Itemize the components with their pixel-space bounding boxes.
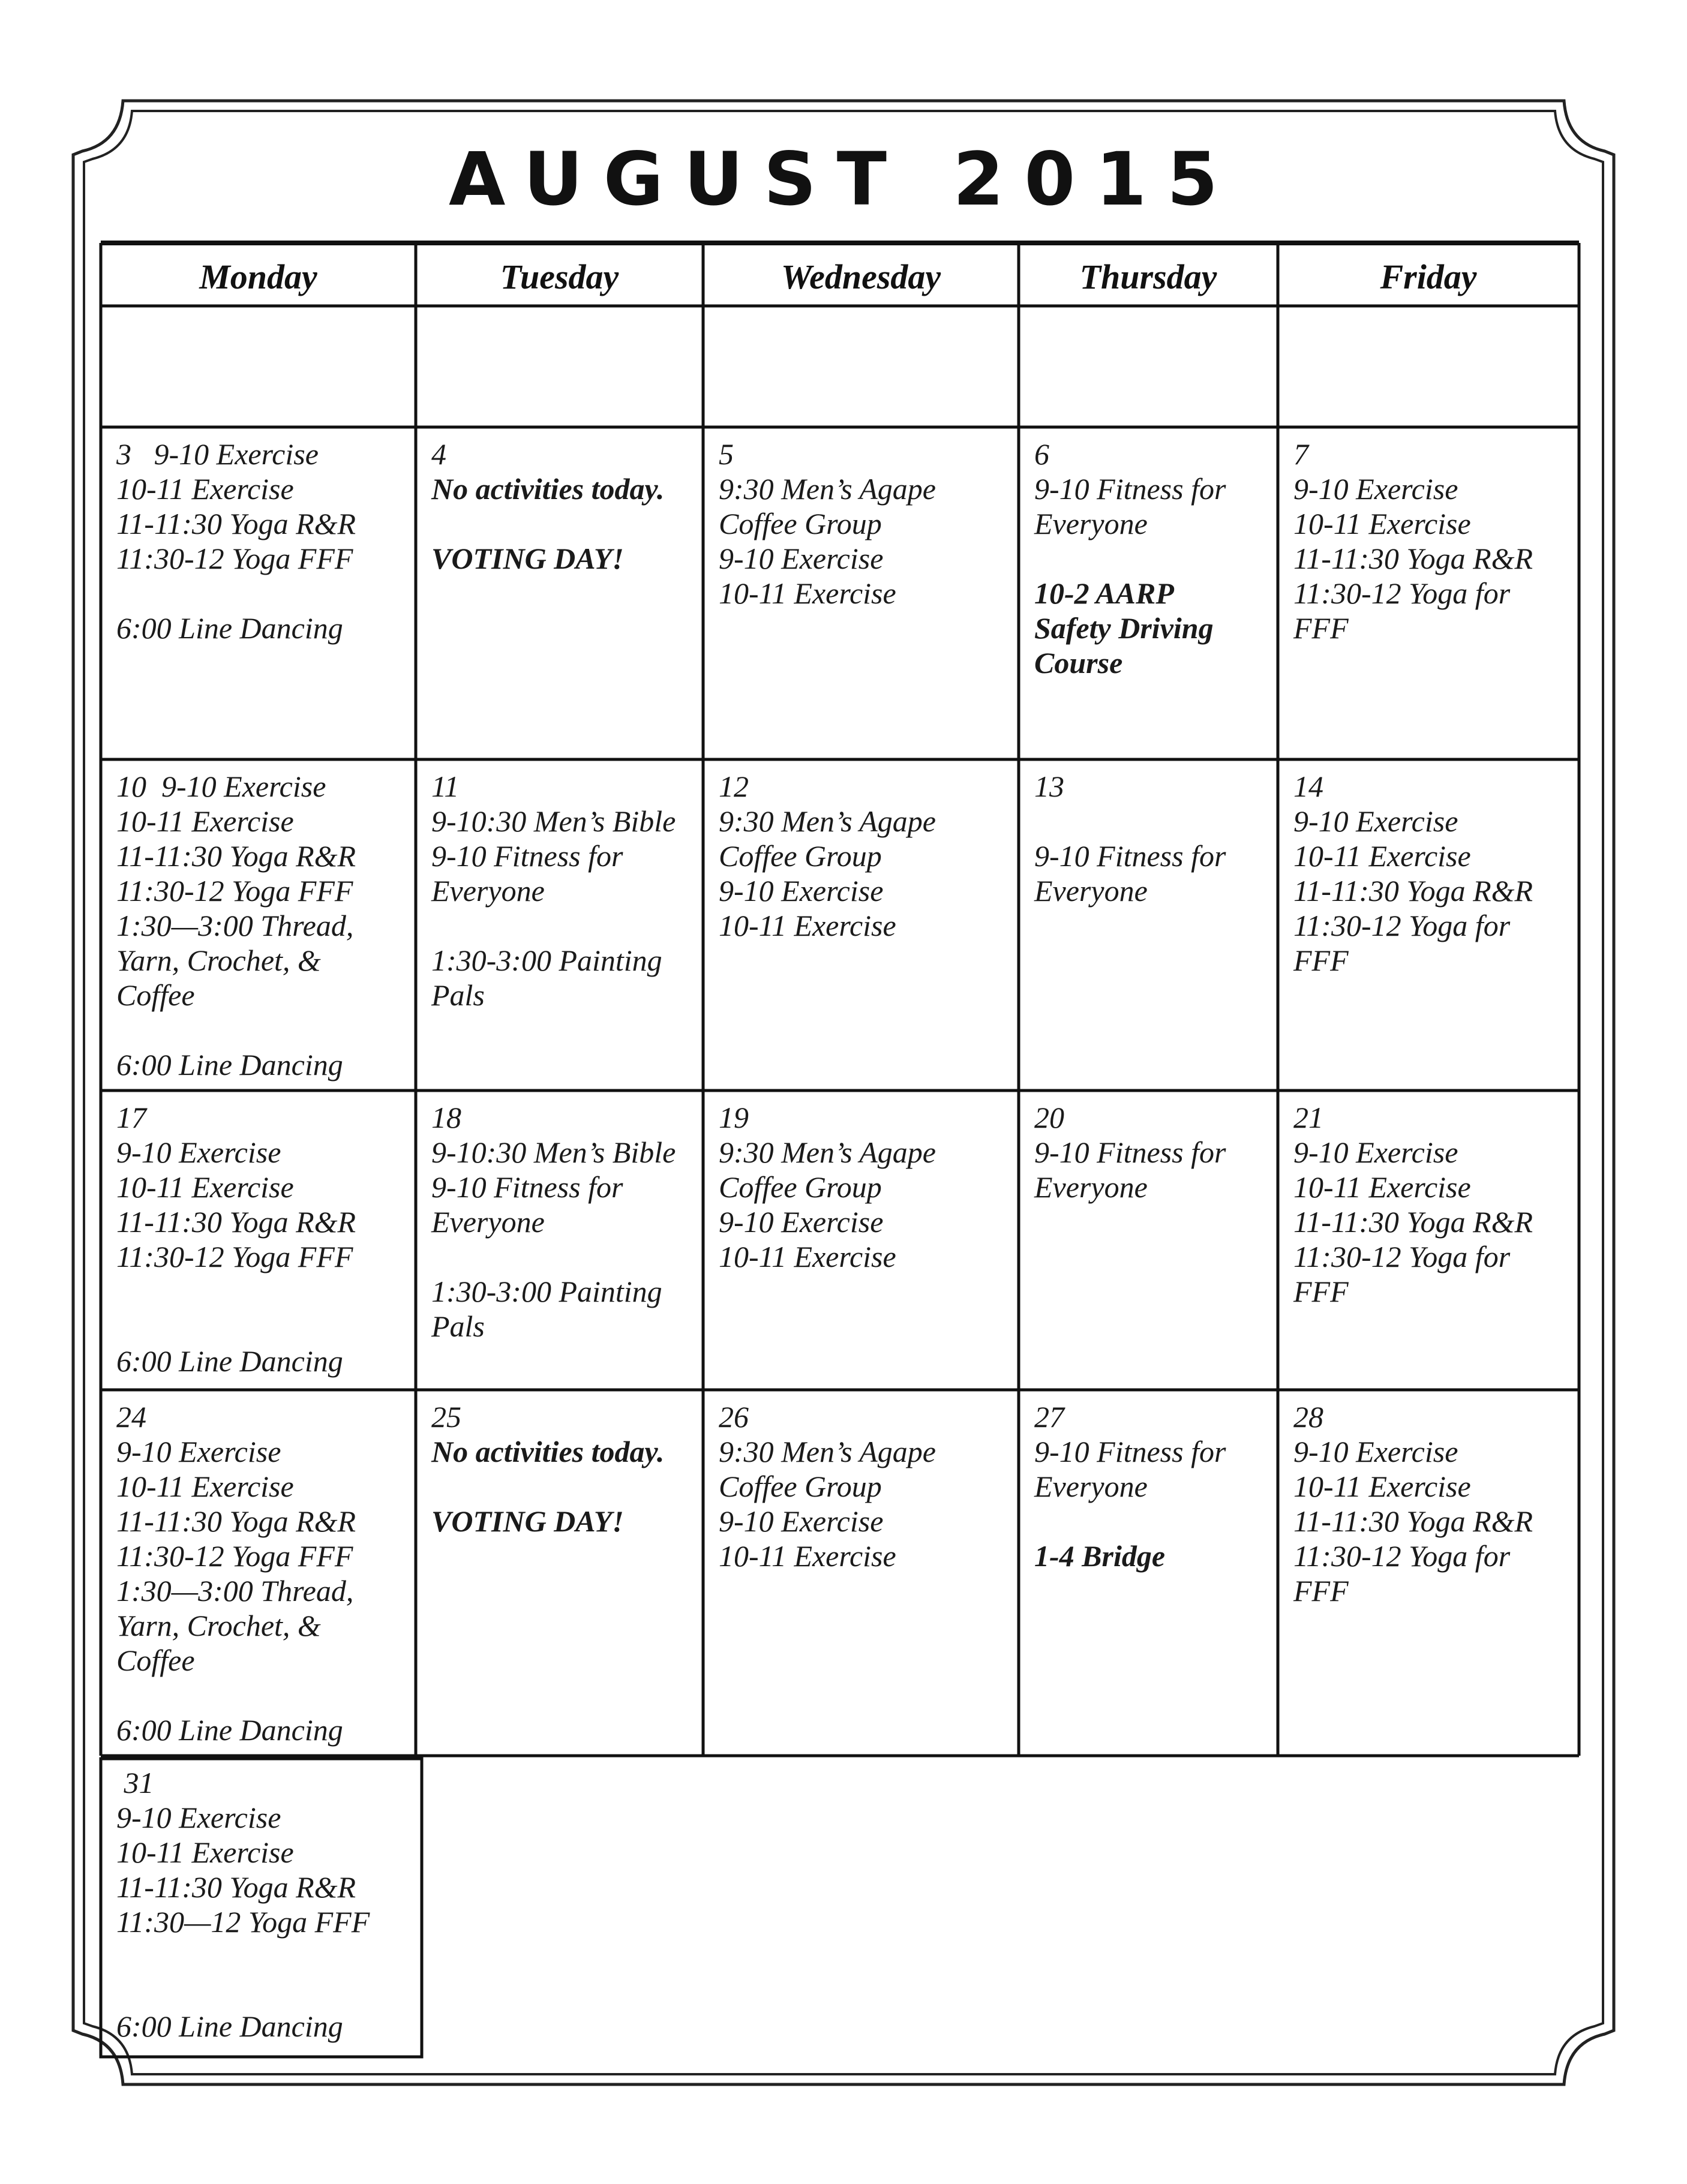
day-cell [416,306,703,427]
day-cell [101,1756,422,2057]
day-cell [416,759,703,1091]
event-line: 11-11:30 Yoga R&R [116,507,356,540]
event-line: Safety Driving [1034,611,1214,645]
event-line: 9-10 Exercise [1293,472,1458,506]
event-line: 1:30-3:00 Painting [431,1275,662,1308]
day-cell [703,1390,1019,1756]
day-cell [703,306,1019,427]
event-line: 9-10 Exercise [719,874,884,908]
event-line [431,1469,703,1504]
event-line [431,1239,703,1274]
event-line: 10-2 AARP [1034,576,1174,610]
day-cell [1278,1091,1579,1390]
event-line: 11-11:30 Yoga R&R [1293,542,1533,575]
day-cell [101,1091,416,1390]
event-line: 11:30-12 Yoga FFF [116,1240,353,1273]
event-line: 10-11 Exercise [116,472,294,506]
event-line: Pals [431,1309,485,1343]
event-line [116,1274,416,1309]
event-line [116,1013,416,1047]
event-line: FFF [1293,944,1349,977]
event-line [1034,1504,1278,1539]
event-line: FFF [1293,1574,1349,1608]
event-line: 11-11:30 Yoga R&R [1293,874,1533,908]
event-line: FFF [1293,1275,1349,1308]
event-line: 18 [431,1101,461,1134]
event-line: 14 [1293,770,1323,803]
event-line: 9-10:30 Men’s Bible [431,1135,676,1169]
day-cell [1019,1091,1278,1390]
event-line: 9-10 Exercise [116,1801,281,1834]
event-line: 28 [1293,1400,1323,1434]
event-line: 11:30-12 Yoga for [1293,1240,1511,1273]
event-line: 11-11:30 Yoga R&R [116,839,356,873]
event-line: 9:30 Men’s Agape [719,1135,936,1169]
day-cell [101,1390,416,1756]
event-line: 26 [719,1400,749,1434]
event-line: Coffee [116,1644,195,1677]
event-line: 21 [1293,1101,1323,1134]
day-cell [101,759,416,1091]
event-line: 9-10 Exercise [116,1435,281,1468]
weekday-header-monday: Monday [199,257,317,296]
event-line: Everyone [1034,507,1148,540]
event-line: 10-11 Exercise [116,1470,294,1503]
event-line: Coffee Group [719,839,882,873]
event-line: 24 [116,1400,146,1434]
event-line: 10-11 Exercise [116,804,294,838]
event-line: 11:30—12 Yoga FFF [116,1905,370,1939]
event-line: 10-11 Exercise [719,909,896,942]
event-line: 17 [116,1101,146,1134]
event-line: 9-10 Exercise [116,1135,281,1169]
event-line: 9-10 Exercise [1293,1135,1458,1169]
event-line: 10-11 Exercise [1293,1170,1471,1204]
event-line: 27 [1034,1400,1064,1434]
event-line: 10 9-10 Exercise [116,770,326,803]
event-line: 31 [116,1766,154,1800]
day-cell [703,759,1019,1091]
event-line: 9-10 Exercise [719,1504,884,1538]
weekday-header-tuesday: Tuesday [500,257,619,296]
event-line: 9-10 Fitness for [431,1170,623,1204]
day-cell [703,427,1019,759]
event-line [116,576,416,611]
event-line: 9-10 Exercise [719,1205,884,1239]
day-cell [1019,427,1278,759]
day-cell [1278,759,1579,1091]
day-cell [416,427,703,759]
event-line: 11-11:30 Yoga R&R [116,1870,356,1904]
event-line: 9-10 Exercise [1293,1435,1458,1468]
event-line: Pals [431,978,485,1012]
event-line: 10-11 Exercise [1293,507,1471,540]
event-line: 19 [719,1101,749,1134]
event-line: 10-11 Exercise [1293,839,1471,873]
event-line [116,1678,416,1713]
event-line: Everyone [1034,1170,1148,1204]
event-line: 3 9-10 Exercise [116,437,319,471]
day-cell [1278,427,1579,759]
event-line: 9-10 Fitness for [1034,1435,1226,1468]
event-line: Course [1034,646,1123,680]
event-line: 25 [431,1400,461,1434]
event-line: 10-11 Exercise [719,576,896,610]
event-line: 11:30-12 Yoga FFF [116,874,353,908]
event-line: 1:30—3:00 Thread, [116,1574,354,1608]
day-cell [1278,306,1579,427]
event-line: Coffee Group [719,507,882,540]
event-line [1034,541,1278,576]
event-line: 10-11 Exercise [1293,1470,1471,1503]
event-line: 13 [1034,770,1064,803]
event-line: Coffee Group [719,1470,882,1503]
weekday-header-wednesday: Wednesday [781,257,941,296]
event-line: VOTING DAY! [431,542,624,575]
event-line: 5 [719,437,734,471]
event-line [116,1309,416,1344]
day-cell [416,1390,703,1756]
event-line: 20 [1034,1101,1064,1134]
event-line: VOTING DAY! [431,1504,624,1538]
event-line: 6 [1034,437,1049,471]
event-line: 9:30 Men’s Agape [719,1435,936,1468]
event-line: 11-11:30 Yoga R&R [1293,1504,1533,1538]
event-line: Everyone [431,1205,545,1239]
event-line: 9-10:30 Men’s Bible [431,804,676,838]
event-line: 11:30-12 Yoga for [1293,1539,1511,1573]
event-line: FFF [1293,611,1349,645]
event-line: 4 [431,437,446,471]
weekday-header-friday: Friday [1380,257,1477,296]
event-line: Coffee [116,978,195,1012]
event-line: 11:30-12 Yoga for [1293,576,1511,610]
event-line: Everyone [431,874,545,908]
event-line: 9:30 Men’s Agape [719,472,936,506]
event-line: 11 [431,770,460,803]
event-line: 1:30—3:00 Thread, [116,909,354,942]
event-line: 9-10 Exercise [719,542,884,575]
calendar-title: AUGUST 2015 [448,137,1239,222]
event-line: 9-10 Fitness for [1034,1135,1226,1169]
day-cell [1019,306,1278,427]
event-line: 6:00 Line Dancing [116,2009,343,2043]
event-line: 11-11:30 Yoga R&R [116,1205,356,1239]
day-cell [1019,1390,1278,1756]
event-line: 6:00 Line Dancing [116,611,343,645]
day-cell [703,1091,1019,1390]
event-line: 6:00 Line Dancing [116,1344,343,1378]
event-line: No activities today. [431,472,665,506]
event-line: 10-11 Exercise [116,1170,294,1204]
event-line: 10-11 Exercise [719,1240,896,1273]
event-line: Everyone [1034,1470,1148,1503]
event-line: 9-10 Fitness for [1034,839,1226,873]
day-cell [1019,759,1278,1091]
weekday-header-thursday: Thursday [1079,257,1217,296]
event-line: 12 [719,770,749,803]
event-line: 9-10 Fitness for [1034,472,1226,506]
event-line: 9-10 Exercise [1293,804,1458,838]
event-line [116,1939,422,1974]
event-line: No activities today. [431,1435,665,1468]
event-line: 7 [1293,437,1308,471]
day-cell [101,306,416,427]
event-line: 6:00 Line Dancing [116,1713,343,1747]
event-line [116,1974,422,2009]
event-line: 1:30-3:00 Painting [431,944,662,977]
event-line: Coffee Group [719,1170,882,1204]
event-line: 10-11 Exercise [116,1835,294,1869]
event-line: Yarn, Crochet, & [116,1609,321,1642]
event-line: 9-10 Fitness for [431,839,623,873]
event-line: 1-4 Bridge [1034,1539,1166,1573]
event-line [1034,804,1278,839]
event-line: 10-11 Exercise [719,1539,896,1573]
event-line: 11:30-12 Yoga for [1293,909,1511,942]
event-line: 6:00 Line Dancing [116,1048,343,1082]
event-line [431,908,703,943]
event-line: Yarn, Crochet, & [116,944,321,977]
day-cell [1278,1390,1579,1756]
event-line [431,506,703,541]
event-line: 11:30-12 Yoga FFF [116,1539,353,1573]
event-line: Everyone [1034,874,1148,908]
event-line: 11:30-12 Yoga FFF [116,542,353,575]
event-line: 11-11:30 Yoga R&R [1293,1205,1533,1239]
event-line: 11-11:30 Yoga R&R [116,1504,356,1538]
day-cell [416,1091,703,1390]
event-line: 9:30 Men’s Agape [719,804,936,838]
day-cell [101,427,416,759]
